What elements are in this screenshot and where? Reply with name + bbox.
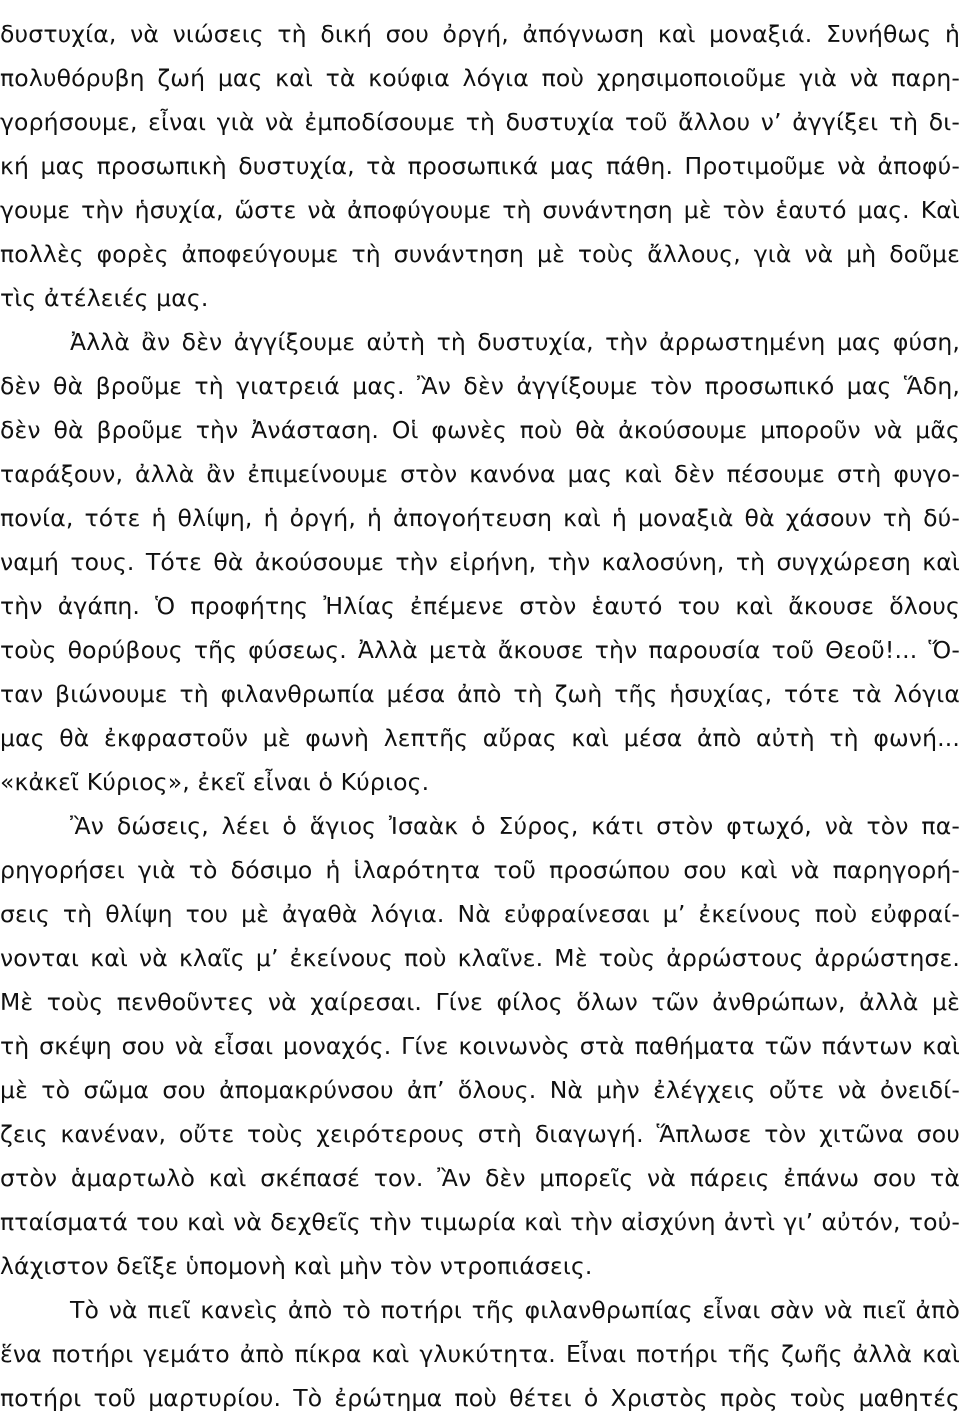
text-line: πολλὲς φορὲς ἀποφεύγουμε τὴ συνάντηση μὲ τοὺς ἄλλους, γιὰ νὰ μὴ δοῦμε: [0, 240, 960, 268]
text-line: πονία, τότε ἡ θλίψη, ἡ ὀργή, ἡ ἀπογοήτευση καὶ ἡ μοναξιὰ θὰ χάσουν τὴ δύ-: [0, 504, 960, 532]
text-line: ζεις κανέναν, οὔτε τοὺς χειρότερους στὴ διαγωγή. Ἅπλωσε τὸν χιτῶνα σου: [0, 1120, 960, 1148]
text-line: τὴ σκέψη σου νὰ εἶσαι μοναχός. Γίνε κοινωνὸς στὰ παθήματα τῶν πάντων καὶ: [0, 1032, 960, 1060]
text-line: δὲν θὰ βροῦμε τὴν Ἀνάσταση. Οἱ φωνὲς ποὺ θὰ ἀκούσουμε μποροῦν νὰ μᾶς: [0, 416, 960, 444]
text-line: ναμή τους. Τότε θὰ ἀκούσουμε τὴν εἰρήνη, τὴν καλοσύνη, τὴ συγχώρεση καὶ: [0, 548, 960, 576]
text-line: τοὺς θορύβους τῆς φύσεως. Ἀλλὰ μετὰ ἄκουσε τὴν παρουσία τοῦ Θεοῦ!... Ὅ-: [0, 636, 960, 664]
text-line: ἕνα ποτήρι γεμάτο ἀπὸ πίκρα καὶ γλυκύτητα. Εἶναι ποτήρι τῆς ζωῆς ἀλλὰ καὶ: [0, 1340, 960, 1368]
text-line: μὲ τὸ σῶμα σου ἀπομακρύνσου ἀπ’ ὅλους. Νὰ μὴν ἐλέγχεις οὔτε νὰ ὀνειδί-: [0, 1076, 960, 1104]
text-line: «κἀκεῖ Κύριος», ἐκεῖ εἶναι ὁ Κύριος.: [0, 768, 430, 796]
text-line: νονται καὶ νὰ κλαῖς μ’ ἐκείνους ποὺ κλαῖνε. Μὲ τοὺς ἀρρώστους ἀρρώστησε.: [0, 944, 960, 972]
text-line: στὸν ἁμαρτωλὸ καὶ σκέπασέ τον. Ἂν δὲν μπορεῖς νὰ πάρεις ἐπάνω σου τὰ: [0, 1164, 960, 1192]
text-line: γορήσουμε, εἶναι γιὰ νὰ ἐμποδίσουμε τὴ δυστυχία τοῦ ἄλλου ν’ ἀγγίξει τὴ δι-: [0, 108, 960, 136]
text-line: ποτήρι τοῦ μαρτυρίου. Τὸ ἐρώτημα ποὺ θέτει ὁ Χριστὸς πρὸς τοὺς μαθητές: [0, 1384, 960, 1412]
text-line: ταράξουν, ἀλλὰ ἂν ἐπιμείνουμε στὸν κανόνα μας καὶ δὲν πέσουμε στὴ φυγο-: [0, 460, 960, 488]
text-line: Ἀλλὰ ἂν δὲν ἀγγίξουμε αὐτὴ τὴ δυστυχία, τὴν ἀρρωστημένη μας φύση,: [70, 328, 960, 356]
text-line: κή μας προσωπικὴ δυστυχία, τὰ προσωπικά μας πάθη. Προτιμοῦμε νὰ ἀποφύ-: [0, 152, 960, 180]
text-line: μας θὰ ἐκφραστοῦν μὲ φωνὴ λεπτῆς αὔρας καὶ μέσα ἀπὸ αὐτὴ τὴ φωνή...: [0, 724, 960, 752]
text-line: ταν βιώνουμε τὴ φιλανθρωπία μέσα ἀπὸ τὴ ζωὴ τῆς ἡσυχίας, τότε τὰ λόγια: [0, 680, 960, 708]
text-line: λάχιστον δεῖξε ὑπομονὴ καὶ μὴν τὸν ντροπιάσεις.: [0, 1252, 593, 1280]
text-line: σεις τὴ θλίψη του μὲ ἀγαθὰ λόγια. Νὰ εὐφραίνεσαι μ’ ἐκείνους ποὺ εὐφραί-: [0, 900, 960, 928]
text-line: ρηγορήσει γιὰ τὸ δόσιμο ἡ ἱλαρότητα τοῦ προσώπου σου καὶ νὰ παρηγορή-: [0, 856, 960, 884]
text-line: πολυθόρυβη ζωή μας καὶ τὰ κούφια λόγια ποὺ χρησιμοποιοῦμε γιὰ νὰ παρη-: [0, 64, 960, 92]
text-line: γουμε τὴν ἡσυχία, ὥστε νὰ ἀποφύγουμε τὴ συνάντηση μὲ τὸν ἑαυτό μας. Καὶ: [0, 196, 960, 224]
text-line: τὴν ἀγάπη. Ὁ προφήτης Ἠλίας ἐπέμενε στὸν ἑαυτό του καὶ ἄκουσε ὅλους: [0, 592, 960, 620]
text-line: τὶς ἀτέλειές μας.: [0, 284, 209, 312]
text-line: δὲν θὰ βροῦμε τὴ γιατρειά μας. Ἂν δὲν ἀγγίξουμε τὸν προσωπικό μας Ἅδη,: [0, 372, 960, 400]
text-line: Τὸ νὰ πιεῖ κανεὶς ἀπὸ τὸ ποτήρι τῆς φιλανθρωπίας εἶναι σὰν νὰ πιεῖ ἀπὸ: [70, 1296, 960, 1324]
text-line: πταίσματά του καὶ νὰ δεχθεῖς τὴν τιμωρία καὶ τὴν αἰσχύνη ἀντὶ γι’ αὐτόν, τοὐ-: [0, 1208, 960, 1236]
text-line: δυστυχία, νὰ νιώσεις τὴ δική σου ὀργή, ἀπόγνωση καὶ μοναξιά. Συνήθως ἡ: [0, 20, 960, 48]
text-line: Ἂν δώσεις, λέει ὁ ἅγιος Ἰσαὰκ ὁ Σύρος, κάτι στὸν φτωχό, νὰ τὸν πα-: [70, 812, 960, 840]
text-line: Μὲ τοὺς πενθοῦντες νὰ χαίρεσαι. Γίνε φίλος ὅλων τῶν ἀνθρώπων, ἀλλὰ μὲ: [0, 988, 960, 1016]
